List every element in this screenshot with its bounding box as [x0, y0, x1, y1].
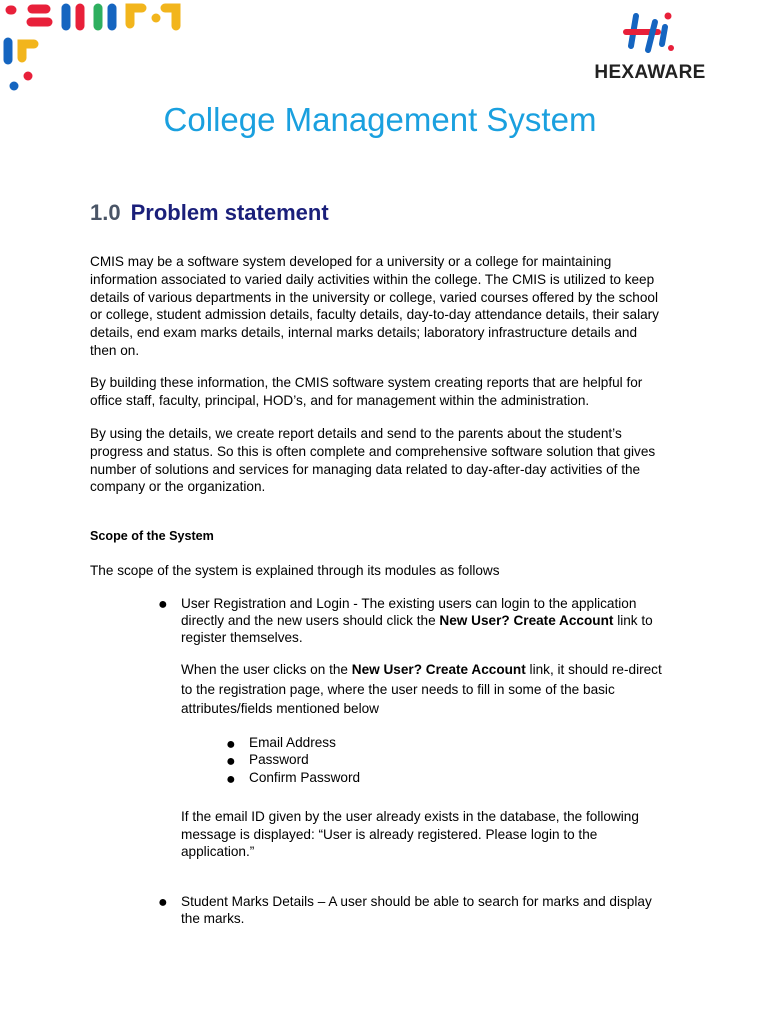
field-email: Email Address	[249, 735, 336, 750]
text-line: then on.	[90, 342, 140, 358]
text-line: or college, student admission details, faculty details, day-to-day attendance details, their salary	[90, 307, 659, 323]
text-line: details, end exam marks details, internal marks details; laboratory infrastructure details and	[90, 325, 638, 341]
scope-intro: The scope of the system is explained through its modules as follows	[90, 563, 500, 578]
paragraph-problem	[90, 253, 680, 360]
text-line: to the registration page, where the user needs to fill in some of the basic	[181, 681, 615, 697]
text-line: the marks.	[181, 911, 245, 926]
text-line: message is displayed: “User is already registered. Please login to the	[181, 826, 598, 842]
section-title: Problem statement	[130, 200, 329, 225]
section-number: 1.0	[90, 200, 121, 225]
email-exists-message	[181, 808, 671, 861]
bullet-icon: ●	[226, 753, 236, 770]
text-line: office staff, faculty, principal, HOD’s, and for management within the administration.	[90, 392, 590, 408]
scope-heading: Scope of the System	[90, 529, 214, 543]
text-line: information associated to varied daily activities within the college. The CMIS is utilized to keep	[90, 271, 655, 287]
text-line: By building these information, the CMIS software system creating reports that are helpful for	[90, 375, 643, 390]
text-line: If the email ID given by the user already exists in the database, the following	[181, 809, 639, 824]
logo-wordmark: HEXAWARE	[594, 62, 706, 83]
text-line: User Registration and Login - The existing users can login to the application	[181, 596, 637, 611]
text-line: application.”	[181, 844, 255, 859]
text-line: progress and status. So this is often complete and comprehensive software solution that gives	[90, 443, 656, 459]
list-item-marks	[181, 893, 671, 927]
text-fragment: link, it should re-direct	[525, 662, 662, 677]
text-line: register themselves.	[181, 630, 303, 645]
text-fragment: When the user clicks on the	[181, 662, 352, 677]
text-line: CMIS may be a software system developed for a university or a college for maintaining	[90, 254, 612, 269]
section-heading	[90, 200, 329, 226]
brand-decoration	[0, 0, 200, 100]
hexaware-logo	[584, 10, 716, 86]
text-fragment: directly and the new users should click the	[181, 613, 440, 628]
document-title: College Management System	[163, 101, 597, 138]
create-account-link: New User? Create Account	[351, 662, 526, 677]
field-password: Password	[249, 752, 309, 767]
text-line	[181, 660, 671, 680]
paragraph-reports	[90, 374, 680, 410]
text-line	[181, 612, 671, 629]
create-account-link: New User? Create Account	[439, 613, 614, 628]
field-confirm-password: Confirm Password	[249, 770, 361, 785]
bullet-icon: ●	[226, 736, 236, 753]
text-line: details of various departments in the university or college, varied courses offered by the school	[90, 289, 658, 305]
text-line: By using the details, we create report details and send to the parents about the student’s	[90, 426, 622, 441]
registration-redirect-text	[181, 660, 671, 719]
bullet-icon: ●	[158, 596, 168, 613]
text-line: company or the organization.	[90, 479, 266, 495]
text-line: Student Marks Details – A user should be able to search for marks and display	[181, 894, 652, 909]
bullet-icon: ●	[226, 771, 236, 788]
text-line: number of solutions and services for managing data related to day-after-day activities of the	[90, 461, 641, 477]
bullet-icon: ●	[158, 894, 168, 911]
paragraph-details	[90, 425, 680, 496]
hi-logo-icon	[584, 10, 716, 62]
text-line: attributes/fields mentioned below	[181, 701, 379, 716]
text-fragment: link to	[613, 613, 653, 628]
list-item-registration	[181, 595, 671, 646]
